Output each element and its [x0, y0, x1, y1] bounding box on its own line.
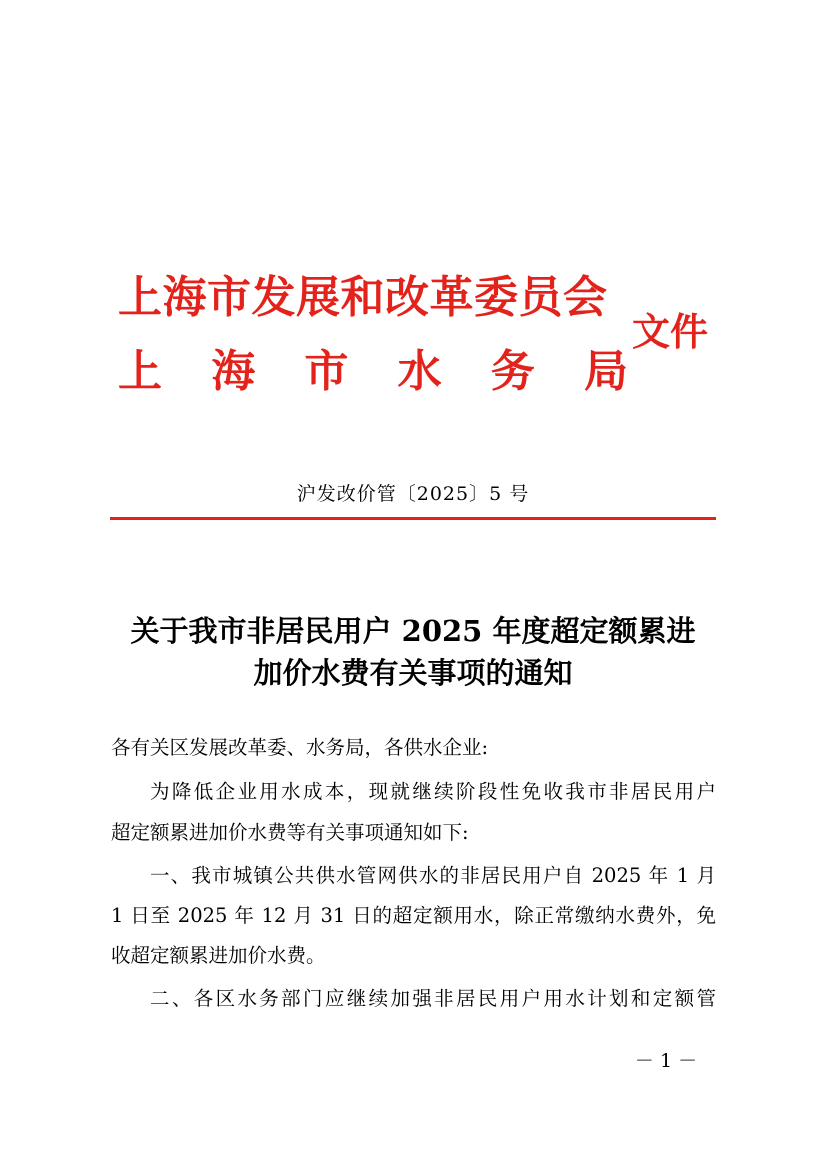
- item-1-line: 收超定额累进加价水费。: [111, 944, 326, 967]
- issuer-char: 局: [583, 346, 628, 397]
- item-2-line: 二、各区水务部门应继续加强非居民用户用水计划和定额管: [150, 987, 716, 1010]
- issuer-char: 上: [118, 346, 162, 397]
- issuer-char: 海: [211, 346, 256, 397]
- item-1-line: 1 日至 2025 年 12 月 31 日的超定额用水，除正常缴纳水费外，免: [111, 904, 716, 927]
- document-suffix: 文件: [632, 309, 709, 354]
- document-title-line-2: 加价水费有关事项的通知: [253, 656, 573, 690]
- addressee-line: 各有关区发展改革委、水务局，各供水企业:: [111, 736, 489, 759]
- document-title-line-1: 关于我市非居民用户 2025 年度超定额累进: [130, 614, 696, 648]
- issuer-char: 水: [397, 346, 442, 397]
- issuer-char: 务: [490, 346, 535, 397]
- issuer-name-line-2: [118, 342, 628, 402]
- page-number: － 1 －: [634, 1050, 698, 1072]
- issuer-char: 市: [304, 346, 349, 397]
- item-1-line: 一、我市城镇公共供水管网供水的非居民用户自 2025 年 1 月: [150, 864, 716, 887]
- red-divider: [110, 517, 716, 520]
- document-number: 沪发改价管〔2025〕5 号: [296, 483, 530, 505]
- intro-paragraph-line: 为降低企业用水成本，现就继续阶段性免收我市非居民用户: [150, 780, 716, 803]
- issuer-name-line-1: 上海市发展和改革委员会: [118, 272, 608, 323]
- intro-paragraph-line: 超定额累进加价水费等有关事项通知如下:: [111, 821, 469, 844]
